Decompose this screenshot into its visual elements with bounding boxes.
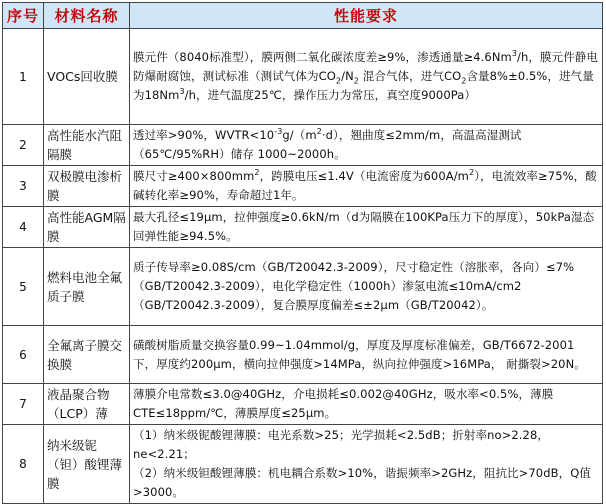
material-spec-table (2, 2, 603, 504)
table-row (3, 29, 603, 125)
row-material-name: 液晶聚合物（LCP）薄 (44, 384, 130, 425)
performance-line: （1）纳米级铌酸锂薄膜：电光系数>25；光学损耗<2.5dB；折射率no>2.28，ne<2.21； (133, 428, 549, 461)
row-performance (130, 425, 603, 504)
row-material-name: VOCs回收膜 (44, 29, 130, 125)
table-row (3, 248, 603, 326)
table-row (3, 425, 603, 504)
table-row (3, 384, 603, 425)
row-material-name: 纳米级铌（钽）酸锂薄膜 (44, 425, 130, 504)
header-name: 材料名称 (44, 3, 130, 29)
row-index: 1 (3, 29, 44, 125)
header-index: 序号 (3, 3, 44, 29)
row-index: 6 (3, 326, 44, 384)
table-row (3, 125, 603, 166)
row-material-name: 高性能AGM隔膜 (44, 207, 130, 248)
table-row (3, 326, 603, 384)
row-index: 7 (3, 384, 44, 425)
row-index: 2 (3, 125, 44, 166)
header-row (3, 3, 603, 29)
row-performance: 最大孔径≤19μm，拉伸强度≥0.6kN/m（d为隔膜在100KPa压力下的厚度），50kPa湿态回弹性能≥94.5%。 (130, 207, 603, 248)
row-index: 8 (3, 425, 44, 504)
row-material-name: 燃料电池全氟质子膜 (44, 248, 130, 326)
row-material-name: 高性能水汽阻隔膜 (44, 125, 130, 166)
row-performance: 膜尺寸$\ge 400\times 800mm^2$，跨膜电压≤1.4V（电流密度为$600A/m^2$），电流效率≥75%，酸碱转化率≥90%，寿命超过1年。 (130, 166, 603, 207)
row-index: 3 (3, 166, 44, 207)
table-row (3, 166, 603, 207)
row-performance: 磺酸树脂质量交换容量0.99~1.04mmol/g，厚度及厚度标准偏差，GB/T6672-2001 下，厚度约200μm，横向拉伸强度>14MPa，纵向拉伸强度>16MPa， 耐撕裂>20N。 (130, 326, 603, 384)
row-performance: 薄膜介电常数≤3.0@40GHz，介电损耗≤0.002@40GHz，吸水率<0.5%，薄膜 CTE≤18ppm/℃，薄膜厚度≤25μm。 (130, 384, 603, 425)
table-row (3, 207, 603, 248)
row-performance: 透过率>90%，$WVTR<10^{-3}g/(m^2\cdot d)$，翘曲度≤2mm/m，高温高湿测试（65℃/95%RH）储存 1000~2000h。 (130, 125, 603, 166)
row-index: 5 (3, 248, 44, 326)
row-performance: 质子传导率≥0.08S/cm（GB/T20042.3-2009），尺寸稳定性（溶胀率，各向）≤7%（GB/T20042.3-2009），电化学稳定性（1000h）渗氢电流≤10mA/cm2 （GB/T20042.3-2009），复合膜厚度偏差≤±2μm（GB/T20042）。 (130, 248, 603, 326)
header-performance: 性能要求 (130, 3, 603, 29)
row-material-name: 全氟离子膜交换膜 (44, 326, 130, 384)
row-index: 4 (3, 207, 44, 248)
performance-line: （2）纳米级钽酸锂薄膜：机电耦合系数>10%，谐振频率>2GHz，阻抗比>70dB，Q值>3000。 (133, 466, 591, 499)
row-material-name: 双极膜电渗析膜 (44, 166, 130, 207)
row-performance: 膜元件（8040标准型），膜两侧二氧化碳浓度差≥9%，渗透通量$\ge 4.6Nm^3/h$，膜元件静电防爆耐腐蚀，测试标准（测试气体为$CO_2/N_2$ 混合气体，进气$CO_2$含量8%±0.5%，进气量为18Nm$^3$/h，进气温度25℃，操作压力为常压，真空度9000Pa） (130, 29, 603, 125)
